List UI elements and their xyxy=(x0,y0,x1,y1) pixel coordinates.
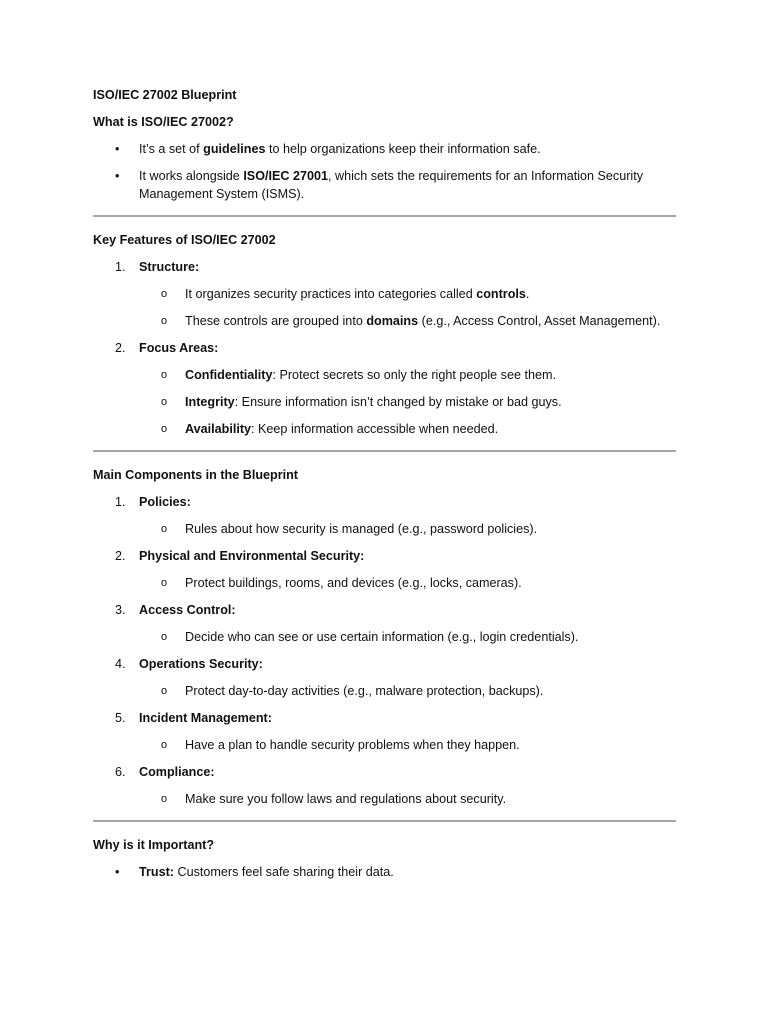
list-item xyxy=(93,140,676,158)
list-number: 5. xyxy=(115,711,126,725)
sub-list-item xyxy=(93,366,676,384)
sub-list-item xyxy=(93,285,676,303)
bullet-text-bold: ISO/IEC 27001 xyxy=(243,169,329,183)
sub-text-post: (e.g., Access Control, Asset Management). xyxy=(418,314,661,328)
list-item-label: Incident Management: xyxy=(139,711,272,725)
bullet-text-bold: guidelines xyxy=(203,142,266,156)
list-number: 2. xyxy=(115,549,126,563)
list-item-label: Focus Areas: xyxy=(139,341,219,355)
list-item-label: Structure: xyxy=(139,260,200,274)
section-divider xyxy=(93,450,676,452)
section-heading-importance: Why is it Important? xyxy=(93,838,215,852)
list-item xyxy=(93,655,676,700)
sub-text-bold: Confidentiality xyxy=(185,368,273,382)
section-heading-components: Main Components in the Blueprint xyxy=(93,468,298,482)
features-numbered-list xyxy=(93,258,676,438)
sub-text-post: : Keep information accessible when needed. xyxy=(251,422,499,436)
list-item xyxy=(93,493,676,538)
sub-list xyxy=(139,366,676,438)
sub-text-post: : Ensure information isn’t changed by mistake or bad guys. xyxy=(234,395,562,409)
list-number: 1. xyxy=(115,260,126,274)
bullet-marker: • xyxy=(115,865,120,879)
section-heading-features: Key Features of ISO/IEC 27002 xyxy=(93,233,276,247)
list-item xyxy=(93,258,676,330)
list-item-label: Operations Security: xyxy=(139,657,263,671)
list-item xyxy=(93,601,676,646)
sub-bullet-marker: o xyxy=(161,577,168,589)
sub-bullet-marker: o xyxy=(161,631,168,643)
sub-text: Rules about how security is managed (e.g., password policies). xyxy=(185,522,538,536)
sub-list-item xyxy=(93,574,676,592)
list-item xyxy=(93,763,676,808)
sub-list xyxy=(139,520,676,538)
sub-list-item xyxy=(93,420,676,438)
sub-list-item xyxy=(93,520,676,538)
sub-bullet-marker: o xyxy=(161,423,168,435)
sub-text-pre: These controls are grouped into xyxy=(185,314,367,328)
list-item xyxy=(93,709,676,754)
sub-text-bold: Availability xyxy=(185,422,252,436)
document-title: ISO/IEC 27002 Blueprint xyxy=(93,88,237,102)
sub-bullet-marker: o xyxy=(161,369,168,381)
what-bullet-list xyxy=(93,140,676,203)
list-item-label: Compliance: xyxy=(139,765,215,779)
list-item-label: Policies: xyxy=(139,495,191,509)
list-number: 1. xyxy=(115,495,126,509)
bullet-text-bold: Trust: xyxy=(139,865,174,879)
sub-text-bold: Integrity xyxy=(185,395,235,409)
sub-text-post: : Protect secrets so only the right people see them. xyxy=(272,368,556,382)
section-divider xyxy=(93,820,676,822)
sub-bullet-marker: o xyxy=(161,288,168,300)
sub-bullet-marker: o xyxy=(161,396,168,408)
sub-list xyxy=(139,574,676,592)
sub-list-item xyxy=(93,790,676,808)
list-number: 3. xyxy=(115,603,126,617)
sub-list-item xyxy=(93,628,676,646)
list-item xyxy=(93,339,676,438)
list-number: 2. xyxy=(115,341,126,355)
list-item xyxy=(93,863,676,881)
section-heading-what: What is ISO/IEC 27002? xyxy=(93,115,234,129)
document-page xyxy=(93,86,676,890)
sub-text-bold: controls xyxy=(476,287,526,301)
section-divider xyxy=(93,215,676,217)
list-item-label: Access Control: xyxy=(139,603,236,617)
importance-bullet-list xyxy=(93,863,676,881)
sub-bullet-marker: o xyxy=(161,315,168,327)
sub-text: Have a plan to handle security problems when they happen. xyxy=(185,738,520,752)
sub-list xyxy=(139,682,676,700)
bullet-text-post: to help organizations keep their information safe. xyxy=(265,142,541,156)
sub-text-post: . xyxy=(525,287,530,301)
bullet-marker: • xyxy=(115,142,120,156)
sub-list-item xyxy=(93,393,676,411)
sub-text-pre: It organizes security practices into categories called xyxy=(185,287,477,301)
bullet-text-post: , which sets the requirements for an Information Security Management System (ISMS). xyxy=(139,169,644,201)
list-item-label: Physical and Environmental Security: xyxy=(139,549,365,563)
bullet-text-pre: It’s a set of xyxy=(139,142,204,156)
sub-text: Protect buildings, rooms, and devices (e.g., locks, cameras). xyxy=(185,576,522,590)
bullet-text-pre: It works alongside xyxy=(139,169,244,183)
sub-bullet-marker: o xyxy=(161,685,168,697)
list-number: 4. xyxy=(115,657,126,671)
sub-bullet-marker: o xyxy=(161,739,168,751)
sub-bullet-marker: o xyxy=(161,523,168,535)
sub-list xyxy=(139,628,676,646)
sub-list xyxy=(139,790,676,808)
sub-list-item xyxy=(93,736,676,754)
sub-list xyxy=(139,285,676,330)
list-item xyxy=(93,167,676,203)
sub-text: Make sure you follow laws and regulations about security. xyxy=(185,792,507,806)
sub-text: Decide who can see or use certain information (e.g., login credentials). xyxy=(185,630,579,644)
components-numbered-list xyxy=(93,493,676,808)
sub-list xyxy=(139,736,676,754)
bullet-marker: • xyxy=(115,169,120,183)
sub-bullet-marker: o xyxy=(161,793,168,805)
list-number: 6. xyxy=(115,765,126,779)
bullet-text-post: Customers feel safe sharing their data. xyxy=(173,865,394,879)
sub-text: Protect day-to-day activities (e.g., malware protection, backups). xyxy=(185,684,544,698)
sub-text-bold: domains xyxy=(366,314,419,328)
list-item xyxy=(93,547,676,592)
sub-list-item xyxy=(93,312,676,330)
sub-list-item xyxy=(93,682,676,700)
